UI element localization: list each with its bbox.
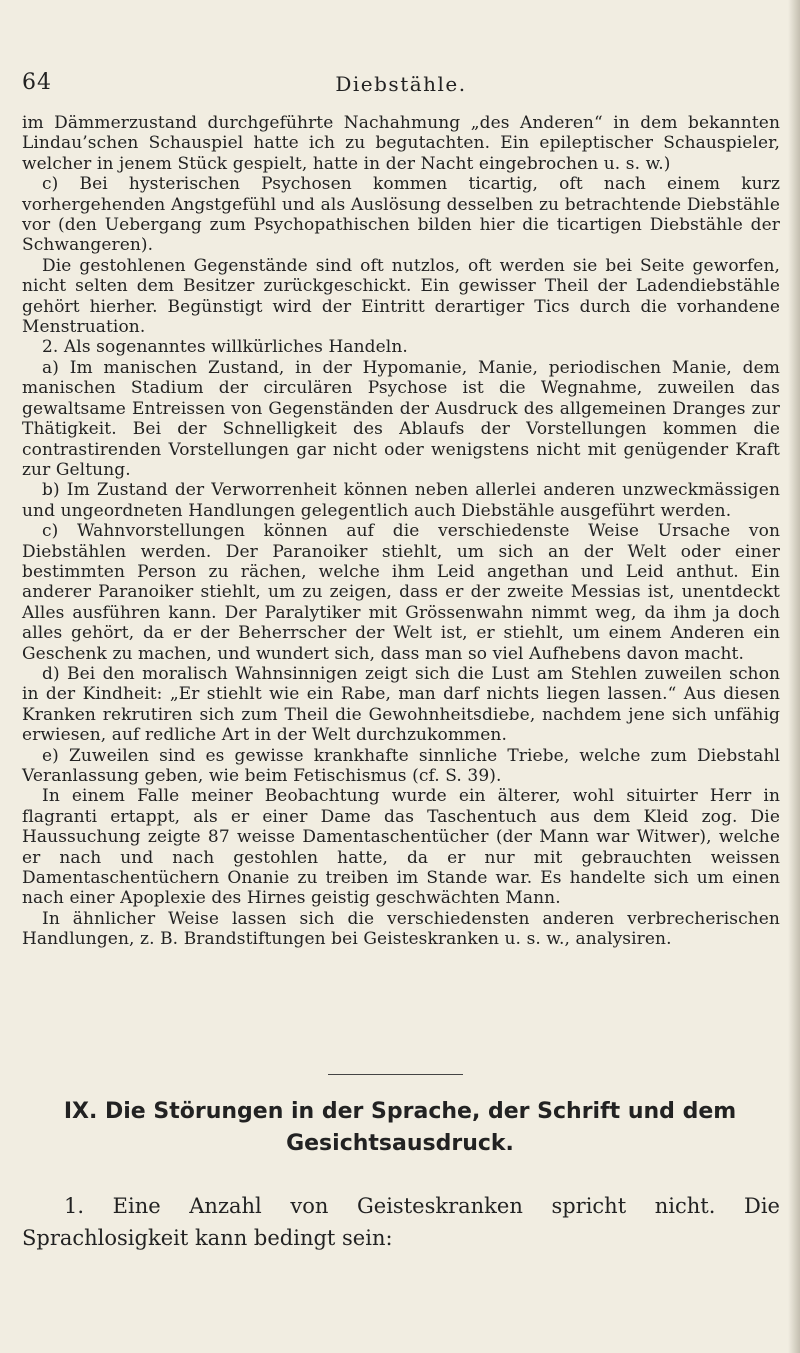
body-text — [22, 113, 780, 950]
section-heading-line-2: Gesichtsausdruck. — [286, 1131, 514, 1156]
paragraph: c) Bei hysterischen Psychosen kommen ticartig, oft nach einem kurz vorhergehenden Angstgefühl und als Auslösung desselben zu betrachtende Diebstähle vor (den Uebergang zum Psychopathischen bilden hier die ticartigen Diebstähle der Schwangeren). — [22, 174, 780, 256]
paragraph: e) Zuweilen sind es gewisse krankhafte sinnliche Triebe, welche zum Diebstahl Veranlassung geben, wie beim Fetischismus (cf. S. 39). — [22, 745, 780, 786]
page-edge-shadow — [788, 0, 800, 1353]
paragraph: Die gestohlenen Gegenstände sind oft nutzlos, oft werden sie bei Seite geworfen, nicht selten dem Besitzer zurückgeschickt. Ein gewisser Theil der Ladendiebstähle gehört hierher. Begünstigt wird der Eintritt derartiger Tics durch die vorhandene Menstruation. — [22, 255, 780, 338]
paragraph: b) Im Zustand der Verworrenheit können neben allerlei anderen unzweckmässigen und ungeordneten Handlungen gelegentlich auch Diebstähle ausgeführt werden. — [22, 480, 780, 521]
section-heading-line-1: IX. Die Störungen in der Sprache, der Schrift und dem — [63, 1099, 737, 1124]
page-number: 64 — [22, 70, 52, 95]
section-body — [22, 1190, 780, 1254]
page-header — [22, 70, 780, 110]
section-paragraph: 1. Eine Anzahl von Geisteskranken spricht nicht. Die Sprachlosigkeit kann bedingt sein: — [22, 1194, 780, 1250]
paragraph: In einem Falle meiner Beobachtung wurde ein älterer, wohl situirter Herr in flagranti ertappt, als er einer Dame das Taschentuch aus dem Kleid zog. Die Haussuchung zeigte 87 weisse Damentaschentücher (der Mann war Witwer), welche er nach und nach gestohlen hatte, da er nur mit gebrauchten weissen Damentaschentüchern Onanie zu treiben im Stande war. Es handelte sich um einen nach einer Apoplexie des Hirnes geistig geschwächten Mann. — [22, 786, 780, 909]
paragraph: 2. Als sogenanntes willkürliches Handeln. — [42, 337, 408, 358]
paragraph: a) Im manischen Zustand, in der Hypomanie, Manie, periodischen Manie, dem manischen Stadium der circulären Psychose ist die Wegnahme, zuweilen das gewaltsame Entreissen von Gegenständen der Ausdruck des allgemeinen Dranges zur Thätigkeit. Bei der Schnelligkeit des Ablaufs der Vorstellungen kommen die contrastirenden Vorstellungen gar nicht oder wenigstens nicht mit genügender Kraft zur Geltung. — [22, 357, 780, 480]
paragraph: c) Wahnvorstellungen können auf die verschiedenste Weise Ursache von Diebstählen werden. Der Paranoiker stiehlt, um sich an der Welt oder einer bestimmten Person zu rächen, welche ihm Leid angethan und Leid anthut. Ein anderer Paranoiker stiehlt, um zu zeigen, dass er der zweite Messias ist, unentdeckt Alles ausführen kann. Der Paralytiker mit Grössenwahn nimmt weg, da ihm ja doch alles gehört, da er der Beherrscher der Welt ist, er stiehlt, um einem Anderen ein Geschenk zu machen, und wundert sich, dass man so viel Aufhebens davon macht. — [22, 521, 780, 664]
paragraph: im Dämmerzustand durchgeführte Nachahmung „des Anderen“ in dem bekannten Lindau’schen Schauspiel hatte ich zu begutachten. Ein epileptischer Schauspieler, welcher in jenem Stück gespielt, hatte in der Nacht eingebrochen u. s. w.) — [22, 113, 780, 174]
paragraph: In ähnlicher Weise lassen sich die verschiedensten anderen verbrecherischen Handlungen, z. B. Brandstiftungen bei Geisteskranken u. s. w., analysiren. — [22, 908, 780, 950]
section-heading — [60, 1096, 740, 1160]
section-divider — [328, 1074, 463, 1075]
running-head: Diebstähle. — [335, 72, 467, 96]
paragraph: d) Bei den moralisch Wahnsinnigen zeigt sich die Lust am Stehlen zuweilen schon in der Kindheit: „Er stiehlt wie ein Rabe, man darf nichts liegen lassen.“ Aus diesen Kranken rekrutiren sich zum Theil die Gewohnheitsdiebe, nachdem jene sich unfähig erwiesen, auf redliche Art in der Welt durchzukommen. — [22, 663, 780, 746]
